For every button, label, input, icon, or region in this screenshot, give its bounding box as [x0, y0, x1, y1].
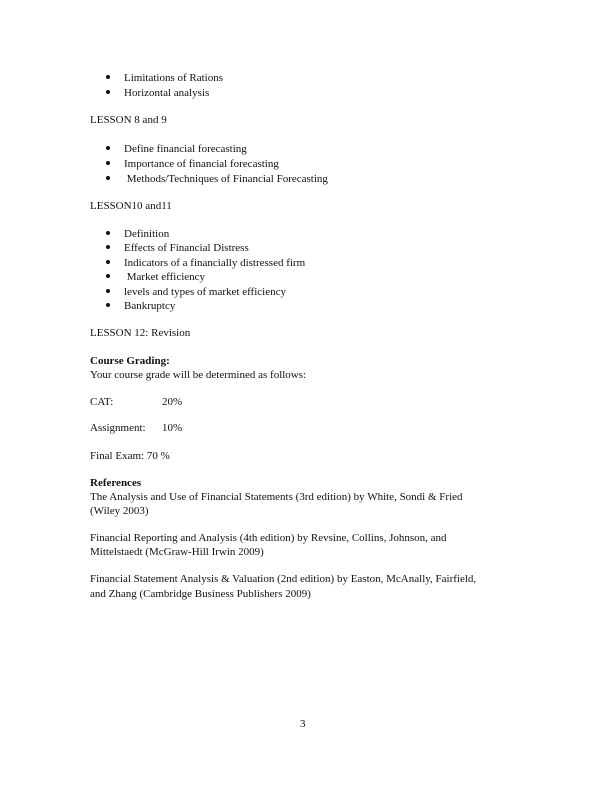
reference-line: (Wiley 2003): [90, 505, 149, 517]
bullet-icon: [106, 176, 110, 180]
list-item-text: Horizontal analysis: [124, 87, 210, 99]
reference-line: Mittelstaedt (McGraw-Hill Irwin 2009): [90, 546, 264, 558]
list-item: [106, 172, 328, 186]
reference-line: and Zhang (Cambridge Business Publishers 2009): [90, 588, 311, 600]
bullet-icon: [106, 260, 110, 264]
bullet-icon: [106, 245, 110, 249]
grading-cat: [90, 395, 210, 409]
bullet-icon: [106, 231, 110, 235]
list-item-text: Indicators of a financially distressed firm: [124, 257, 306, 269]
list-item-text: Effects of Financial Distress: [124, 242, 249, 254]
bullet-icon: [106, 161, 110, 165]
list-item: [106, 241, 249, 255]
cat-label: CAT:: [90, 396, 114, 408]
grading-title: Course Grading:: [90, 355, 170, 367]
bullet-icon: [106, 90, 110, 94]
lesson-heading: LESSON 12: Revision: [90, 327, 191, 339]
lesson-heading: LESSON10 and11: [90, 200, 172, 212]
list-item-text: Bankruptcy: [124, 300, 176, 312]
list-item: [106, 157, 279, 171]
bullet-icon: [106, 75, 110, 79]
list-item: [106, 270, 205, 284]
grading-final: Final Exam: 70 %: [90, 450, 170, 462]
list-item: [106, 227, 169, 241]
list-item: [106, 142, 247, 156]
list-item: [106, 285, 286, 299]
page-number: 3: [300, 718, 306, 730]
list-item: [106, 299, 175, 313]
list-item-text: levels and types of market efficiency: [124, 286, 286, 298]
bullet-icon: [106, 146, 110, 150]
reference-line: Financial Statement Analysis & Valuation (2nd edition) by Easton, McAnally, Fairfield,: [90, 573, 477, 585]
bullet-icon: [106, 274, 110, 278]
bullet-icon: [106, 303, 110, 307]
lesson-heading: LESSON 8 and 9: [90, 114, 167, 126]
list-item-text: Importance of financial forecasting: [124, 158, 279, 170]
reference-line: Financial Reporting and Analysis (4th edition) by Revsine, Collins, Johnson, and: [90, 532, 447, 544]
list-item: [106, 256, 305, 270]
assignment-label: Assignment:: [90, 422, 146, 434]
list-item: [106, 71, 223, 85]
references-title: References: [90, 477, 142, 489]
reference-line: The Analysis and Use of Financial Statements (3rd edition) by White, Sondi & Fried: [90, 491, 463, 503]
list-item-text: Definition: [124, 228, 170, 240]
bullet-icon: [106, 289, 110, 293]
grading-intro: Your course grade will be determined as follows:: [90, 369, 307, 381]
grading-assignment: [90, 421, 210, 435]
assignment-value: 10%: [162, 422, 183, 434]
list-item-text: Methods/Techniques of Financial Forecasting: [124, 173, 328, 185]
list-item-text: Define financial forecasting: [124, 143, 247, 155]
cat-value: 20%: [162, 396, 183, 408]
list-item-text: Market efficiency: [124, 271, 206, 283]
list-item-text: Limitations of Rations: [124, 72, 223, 84]
list-item: [106, 86, 209, 100]
